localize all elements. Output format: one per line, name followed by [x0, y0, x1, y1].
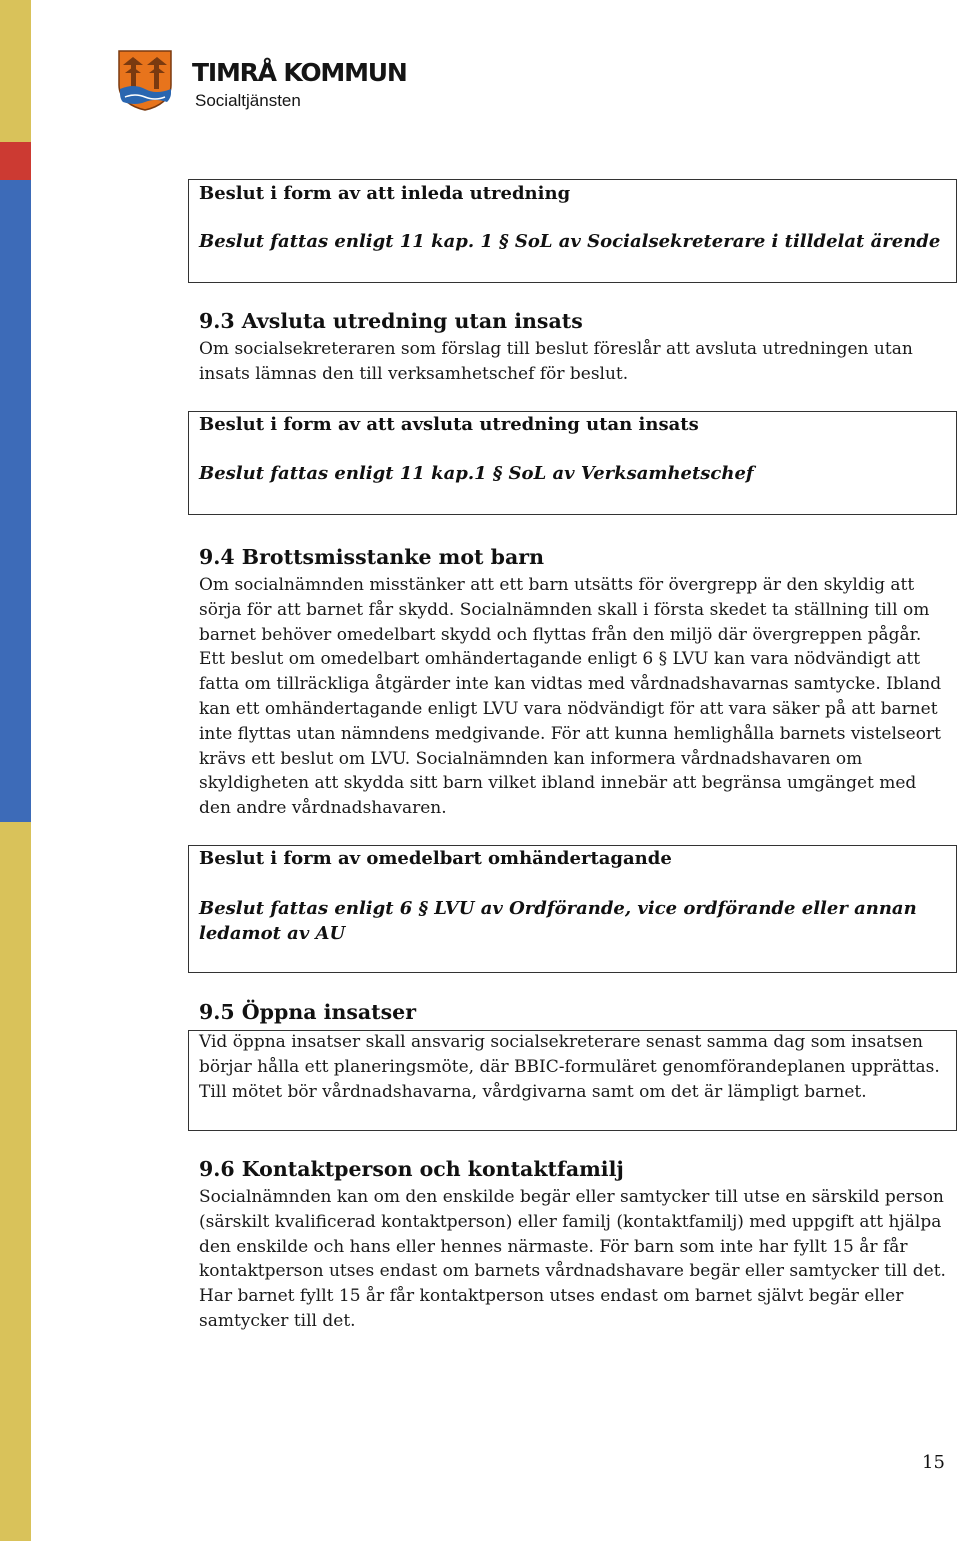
section-heading-9-3: 9.3 Avsluta utredning utan insats [199, 309, 583, 333]
side-stripe-yellow-top [0, 0, 31, 142]
brand-name: TIMRÅ KOMMUN [192, 58, 407, 87]
side-stripe-red [0, 142, 31, 180]
side-stripe-blue [0, 180, 31, 822]
page-number: 15 [922, 1452, 945, 1473]
decision-box-authority: Beslut fattas enligt 6 § LVU av Ordförande, vice ordförande eller annan ledamot av AU [199, 898, 917, 944]
section-text-9-3: Om socialsekreteraren som förslag till beslut föreslår att avsluta utredningen utan insats lämnas den till verksamhetschef för beslut. [199, 339, 913, 384]
side-stripe-yellow-bottom [0, 822, 31, 1541]
section-text-9-5: Vid öppna insatser skall ansvarig socialsekreterare senast samma dag som insatsen börjar hålla ett planeringsmöte, där BBIC-formuläret genomförandeplanen upprättas. Till mötet bör vårdnadshavarna, vårdgivarna samt om det är lämpligt barnet. [199, 1032, 940, 1102]
brand-subtitle: Socialtjänsten [195, 91, 301, 110]
section-heading-9-5: 9.5 Öppna insatser [199, 1000, 417, 1024]
decision-box-authority: Beslut fattas enligt 11 kap. 1 § SoL av Socialsekreterare i tilldelat ärende [199, 231, 941, 252]
section-heading-9-6: 9.6 Kontaktperson och kontaktfamilj [199, 1157, 624, 1181]
coat-of-arms-icon [117, 49, 173, 111]
decision-box-title: Beslut i form av att inleda utredning [199, 183, 571, 204]
section-heading-9-4: 9.4 Brottsmisstanke mot barn [199, 545, 544, 569]
decision-box-authority: Beslut fattas enligt 11 kap.1 § SoL av Verksamhetschef [199, 463, 754, 484]
section-text-9-4: Om socialnämnden misstänker att ett barn utsätts för övergrepp är den skyldig att sörja för att barnet får skydd. Socialnämnden skall i första skedet ta ställning till om barnet behöver omedelbart skydd och flyttas från den miljö där övergreppen pågår. Ett beslut om omedelbart omhändertagande enligt 6 § LVU kan vara nödvändigt att fatta om tillräckliga åtgärder inte kan vidtas med vårdnadshavarnas samtycke. Ibland kan ett omhändertagande enligt LVU vara nödvändigt för att vara säker på att barnet inte flyttas utan nämndens medgivande. För att kunna hemlighålla barnets vistelseort krävs ett beslut om LVU. Socialnämnden kan informera vårdnadshavaren om skyldigheten att skydda sitt barn vilket ibland innebär att begränsa umgänget med den andre vårdnadshavaren. [199, 575, 942, 819]
decision-box-title: Beslut i form av att avsluta utredning utan insats [199, 414, 699, 435]
section-text-9-6: Socialnämnden kan om den enskilde begär eller samtycker till utse en särskild person (särskilt kvalificerad kontaktperson) eller familj (kontaktfamilj) med uppgift att hjälpa den enskilde och hans eller hennes närmaste. För barn som inte har fyllt 15 år får kontaktperson utses endast om barnets vårdnadshavare begär eller samtycker till det. Har barnet fyllt 15 år får kontaktperson utses endast om barnet självt begär eller samtycker till det. [199, 1187, 946, 1331]
decision-box-title: Beslut i form av omedelbart omhändertagande [199, 848, 672, 869]
